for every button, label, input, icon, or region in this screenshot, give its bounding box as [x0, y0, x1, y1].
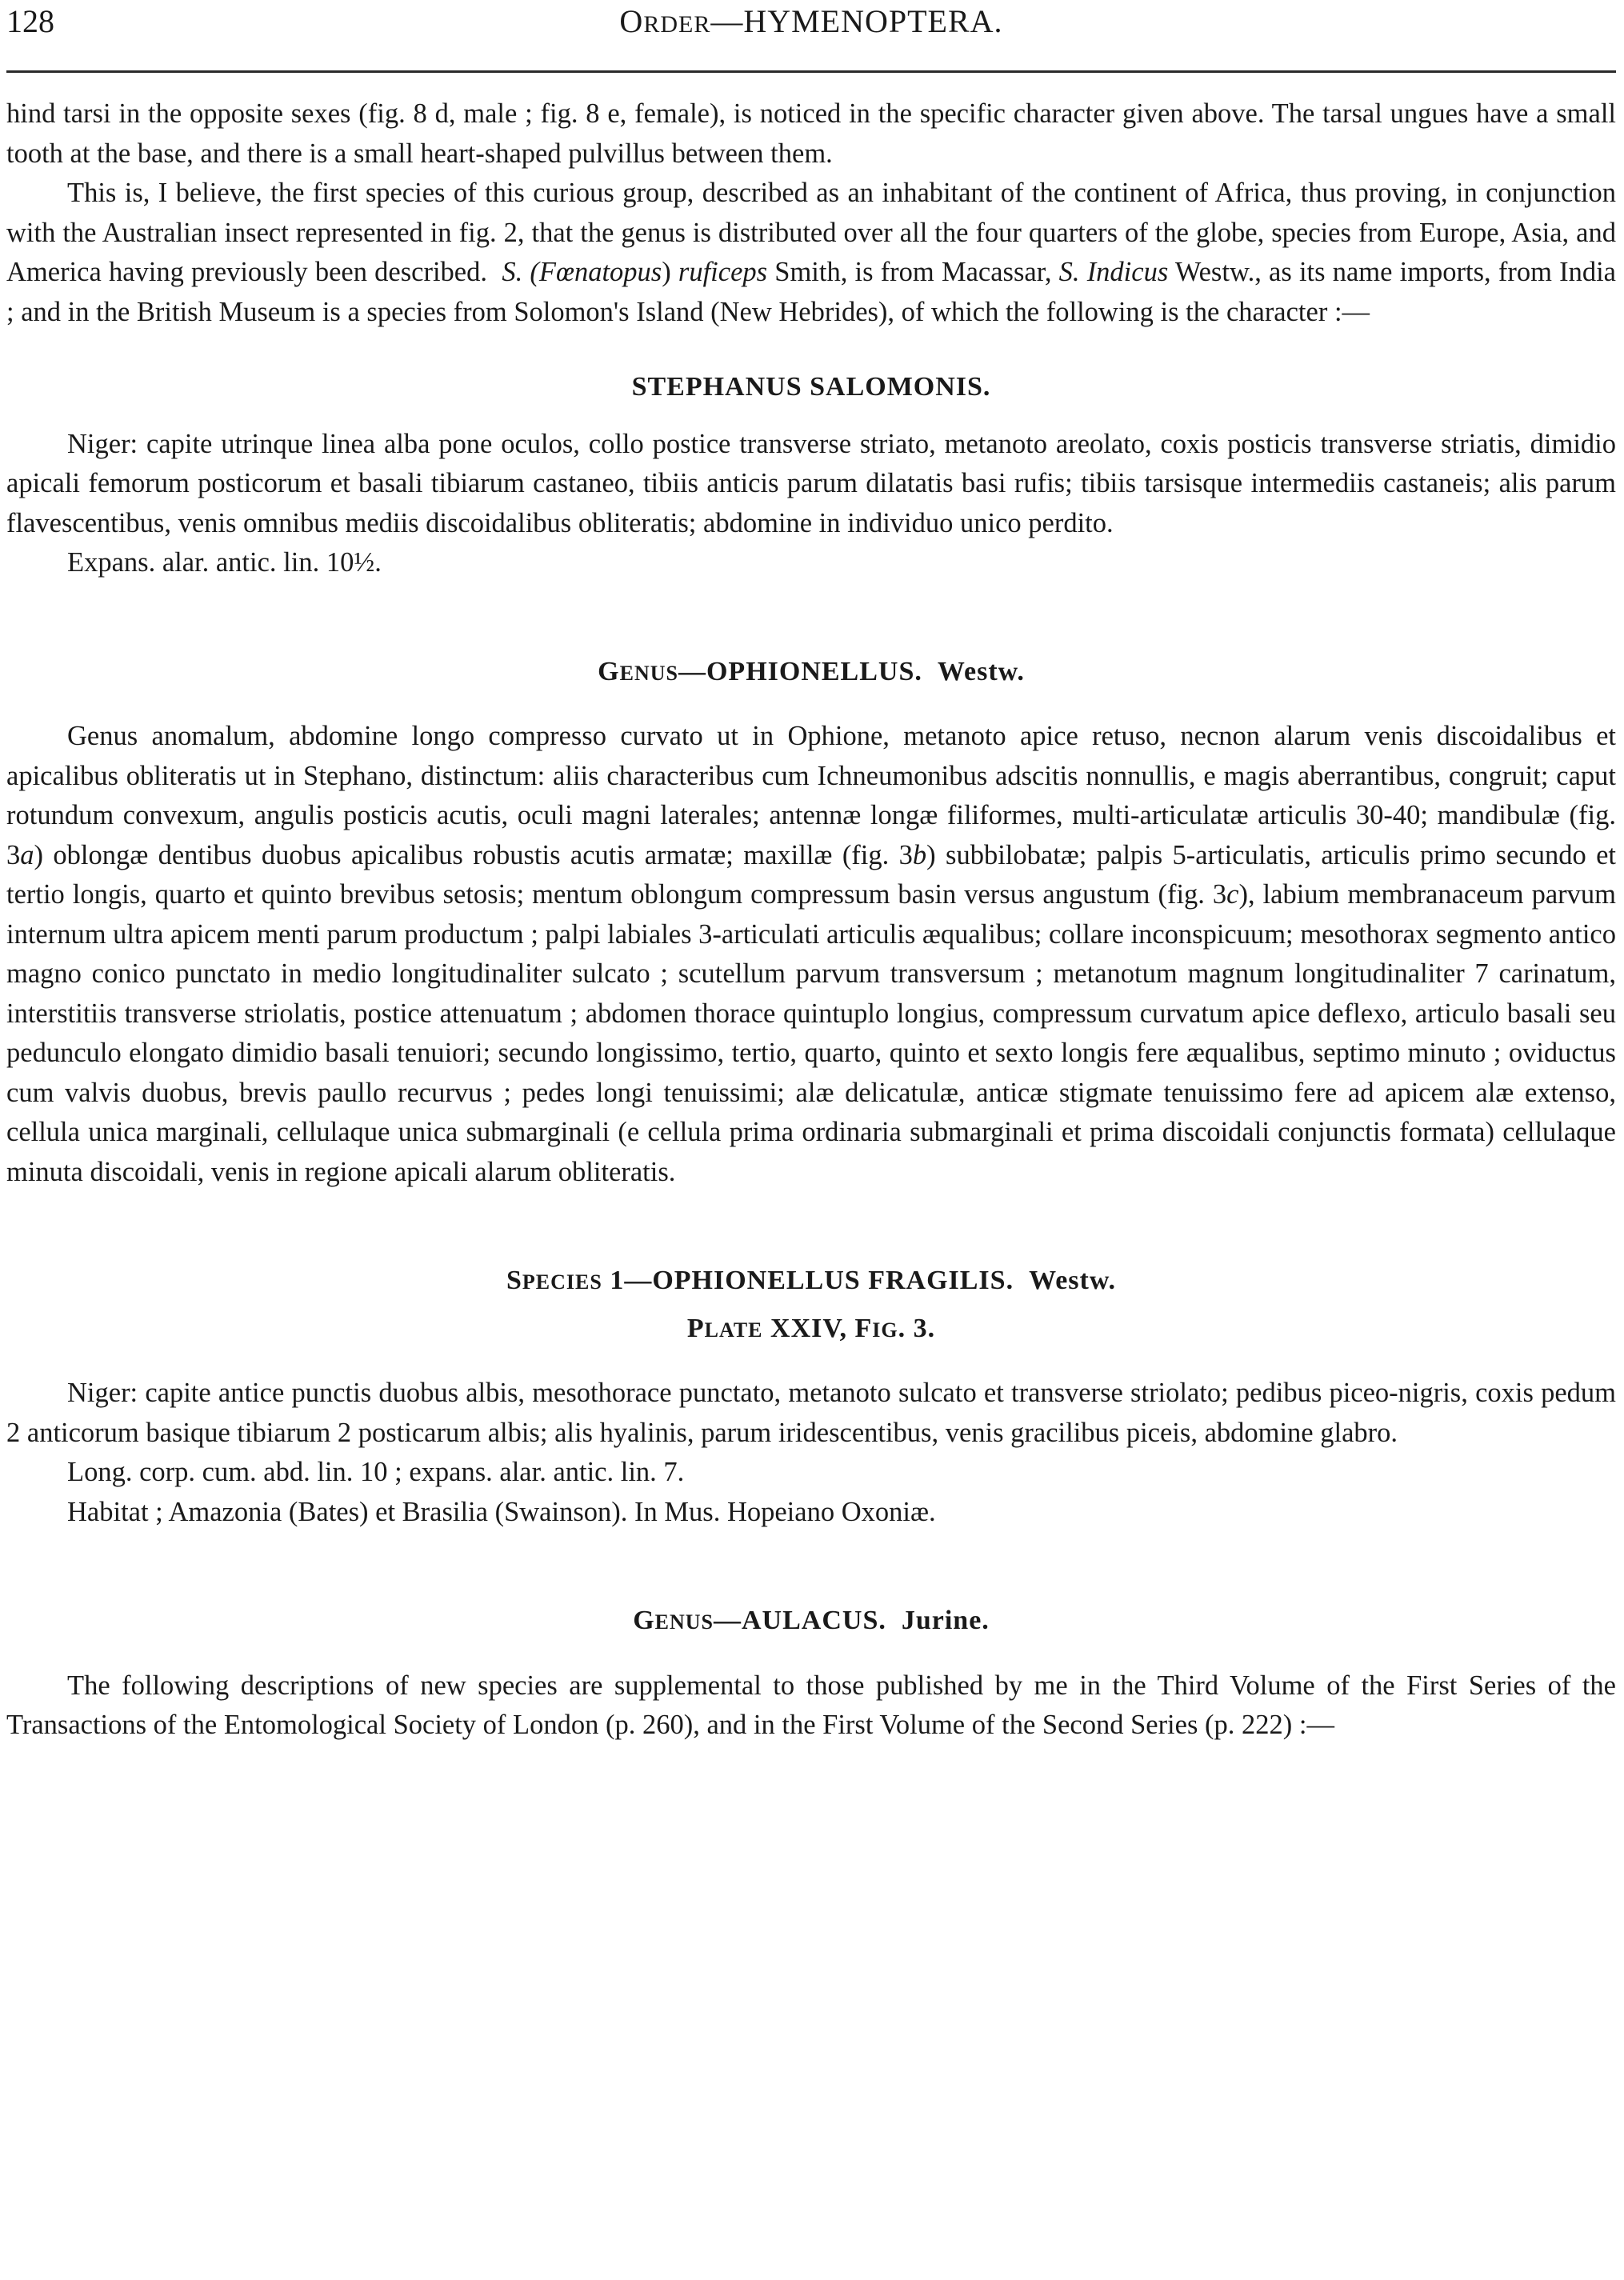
page-number: 128 [6, 3, 54, 39]
aulacus-genus-title [6, 1601, 1616, 1642]
aulacus-author: Jurine. [901, 1606, 990, 1635]
aulacus-rest: —AULACUS. [714, 1606, 886, 1635]
running-head-small-caps: RDER [643, 11, 711, 38]
ophionellus-genus-title [6, 652, 1616, 694]
spacer [6, 1532, 1616, 1601]
page-header [6, 2, 1616, 46]
header-rule [6, 70, 1616, 73]
running-head [6, 2, 1616, 45]
species-author: Westw. [1029, 1266, 1117, 1295]
plate-mid: XXIV, F [762, 1313, 873, 1343]
genus-desc-4: ), labium membranaceum parvum internum ultra apicem menti parum productum ; palpi labiales 3-articulati articulis æqualibus; collare inconspicuum; mesothorax segmento antico magno conico punctato in medio longitudinaliter sulcato ; scutellum parvum transversum ; metanotum magnum longitudinaliter 7 carinatum, interstitiis transverse striolatis, postice attenuatum ; abdomen thorace quintuplo longius, compressum curvatum apice deflexo, articulo basali seu pedunculo elongato dimidio basali tenuiori; secundo longissimo, tertio, quarto, quinto et sexto longis fere æqualibus, septimo minuto ; oviductus cum valvis duobus, brevis paullo recurvus ; pedes longi tenuissimi; alæ delicatulæ, anticæ stigmate tenuissimo fere ad apicem alæ extenso, cellula unica marginali, cellulaque unica submarginali (e cellula prima ordinaria submarginali et prima discoidali conjunctis formata) cellulaque minuta discoidali, venis in regione apicali alarum obliteratis. [6, 879, 1616, 1187]
plate-rest: . 3. [898, 1313, 936, 1343]
paragraph-distribution [6, 174, 1616, 332]
spacer [6, 332, 1616, 367]
body-text [6, 94, 1616, 1746]
distribution-genus-s: S. ( [502, 257, 539, 287]
plate-first: P [686, 1313, 705, 1343]
aulacus-description: The following descriptions of new species are supplemental to those published by me in the Third Volume of the First Series of the Transactions of the Entomological Society of London (p. 260), and in the First Volume of the Second Series (p. 222) :— [6, 1670, 1616, 1740]
spacer [6, 1350, 1616, 1374]
aulacus-small: ENUS [654, 1610, 714, 1634]
genus-desc-2: ) oblongæ dentibus duobus apicalibus robustis acutis armatæ; maxillæ (fig. 3 [34, 839, 913, 870]
ophionellus-genus-author: Westw. [937, 656, 1025, 686]
spacer [6, 693, 1616, 717]
plate-reference [6, 1309, 1616, 1350]
species-first: S [506, 1266, 522, 1295]
ophionellus-genus-first: G [598, 656, 620, 686]
ophionellus-genus-rest: —OPHIONELLUS. [678, 656, 922, 686]
aulacus-first: G [633, 1606, 655, 1635]
paragraph-tarsi: hind tarsi in the opposite sexes (fig. 8 d, male ; fig. 8 e, female), is noticed in the specific character given above. The tarsal ungues have a small tooth at the base, and there is a small heart-shaped pulvillus between them. [6, 98, 1616, 169]
species-small: PECIES [522, 1270, 602, 1294]
species-habitat: Habitat ; Amazonia (Bates) et Brasilia (Swainson). In Mus. Hopeiano Oxoniæ. [67, 1496, 936, 1527]
running-head-first-letter: O [619, 3, 644, 39]
genus-desc-1: Genus anomalum, abdomine longo compresso curvato ut in Ophione, metanoto apice retuso, necnon alarum venis discoidalibus et apicalibus obliteratis ut in Stephano, distinctum: aliis characteribus cum Ichneumonibus adscitis nonnullis, e magis aberrantibus, congruit; caput rotundum convexum, angulis posticis acutis, oculi magni laterales; antennæ longæ filiformes, multi-articulatæ articulis 30-40; mandibulæ (fig. 3 [6, 721, 1616, 870]
spacer [6, 407, 1616, 425]
distribution-text-f: Smith, is from Macassar, [767, 257, 1059, 287]
genus-fig-b: b [912, 839, 927, 870]
spacer [6, 583, 1616, 652]
plate-small-fig: IG [872, 1318, 898, 1342]
distribution-subgenus: Fœnatopus [538, 257, 662, 287]
distribution-text-a: This is, I believe, the first species of this curious group, described as an inhabitant of the continent of Africa, thus proving, in conjunction with the Australian insect represented in fig. 2, that the genus is distributed over all the four quarters of the globe, species from Europe, Asia, and America having previously been described. [6, 178, 1616, 287]
distribution-text-h: Westw., as its name imports, from India ; and in the British Museum is a species from Solomon's Island (New Hebrides), of which the following is the character :— [6, 257, 1616, 327]
species-description: Niger: capite antice punctis duobus albis, mesothorace punctato, metanoto sulcato et transverse striolato; pedibus piceo-nigris, coxis pedum 2 anticorum basique tibiarum 2 posticarum albis; alis hyalinis, parum iridescentibus, venis gracilibus piceis, abdomine glabro. [6, 1378, 1616, 1448]
species-measurements: Long. corp. cum. abd. lin. 10 ; expans. alar. antic. lin. 7. [67, 1457, 685, 1487]
genus-fig-a: a [20, 839, 34, 870]
spacer [6, 1192, 1616, 1261]
stephanus-description: Niger: capite utrinque linea alba pone oculos, collo postice transverse striato, metanoto areolato, coxis posticis transverse striatis, dimidio apicali femorum posticorum et basali tibiarum castaneo, tibiis anticis parum dilatatis basi rufis; tibiis tarsisque intermediis castaneis; alis parum flavescentibus, venis omnibus mediis discoidalibus obliteratis; abdomine in individuo unico perdito. [6, 428, 1616, 538]
distribution-paren: ) [662, 257, 678, 287]
species-rest: 1—OPHIONELLUS FRAGILIS. [602, 1266, 1014, 1295]
ophionellus-species-title [6, 1261, 1616, 1302]
ophionellus-genus-small: ENUS [619, 661, 678, 685]
spacer [6, 1642, 1616, 1666]
genus-fig-c: c [1226, 879, 1239, 910]
distribution-ruficeps: ruficeps [678, 257, 768, 287]
plate-small: LATE [704, 1318, 763, 1342]
stephanus-expanse: Expans. alar. antic. lin. 10½. [67, 547, 382, 578]
distribution-indicus: S. Indicus [1058, 257, 1169, 287]
spacer [6, 1302, 1616, 1309]
running-head-rest: —HYMENOPTERA. [710, 3, 1003, 39]
stephanus-title: STEPHANUS SALOMONIS. [631, 372, 991, 402]
genus-desc-3: ) subbilobatæ; palpis 5-articulatis, articulis primo secundo et tertio longis, quarto et quinto brevibus setosis; mentum oblongum compressum basin versus angustum (fig. 3 [6, 839, 1616, 910]
ophionellus-genus-description [6, 717, 1616, 1192]
